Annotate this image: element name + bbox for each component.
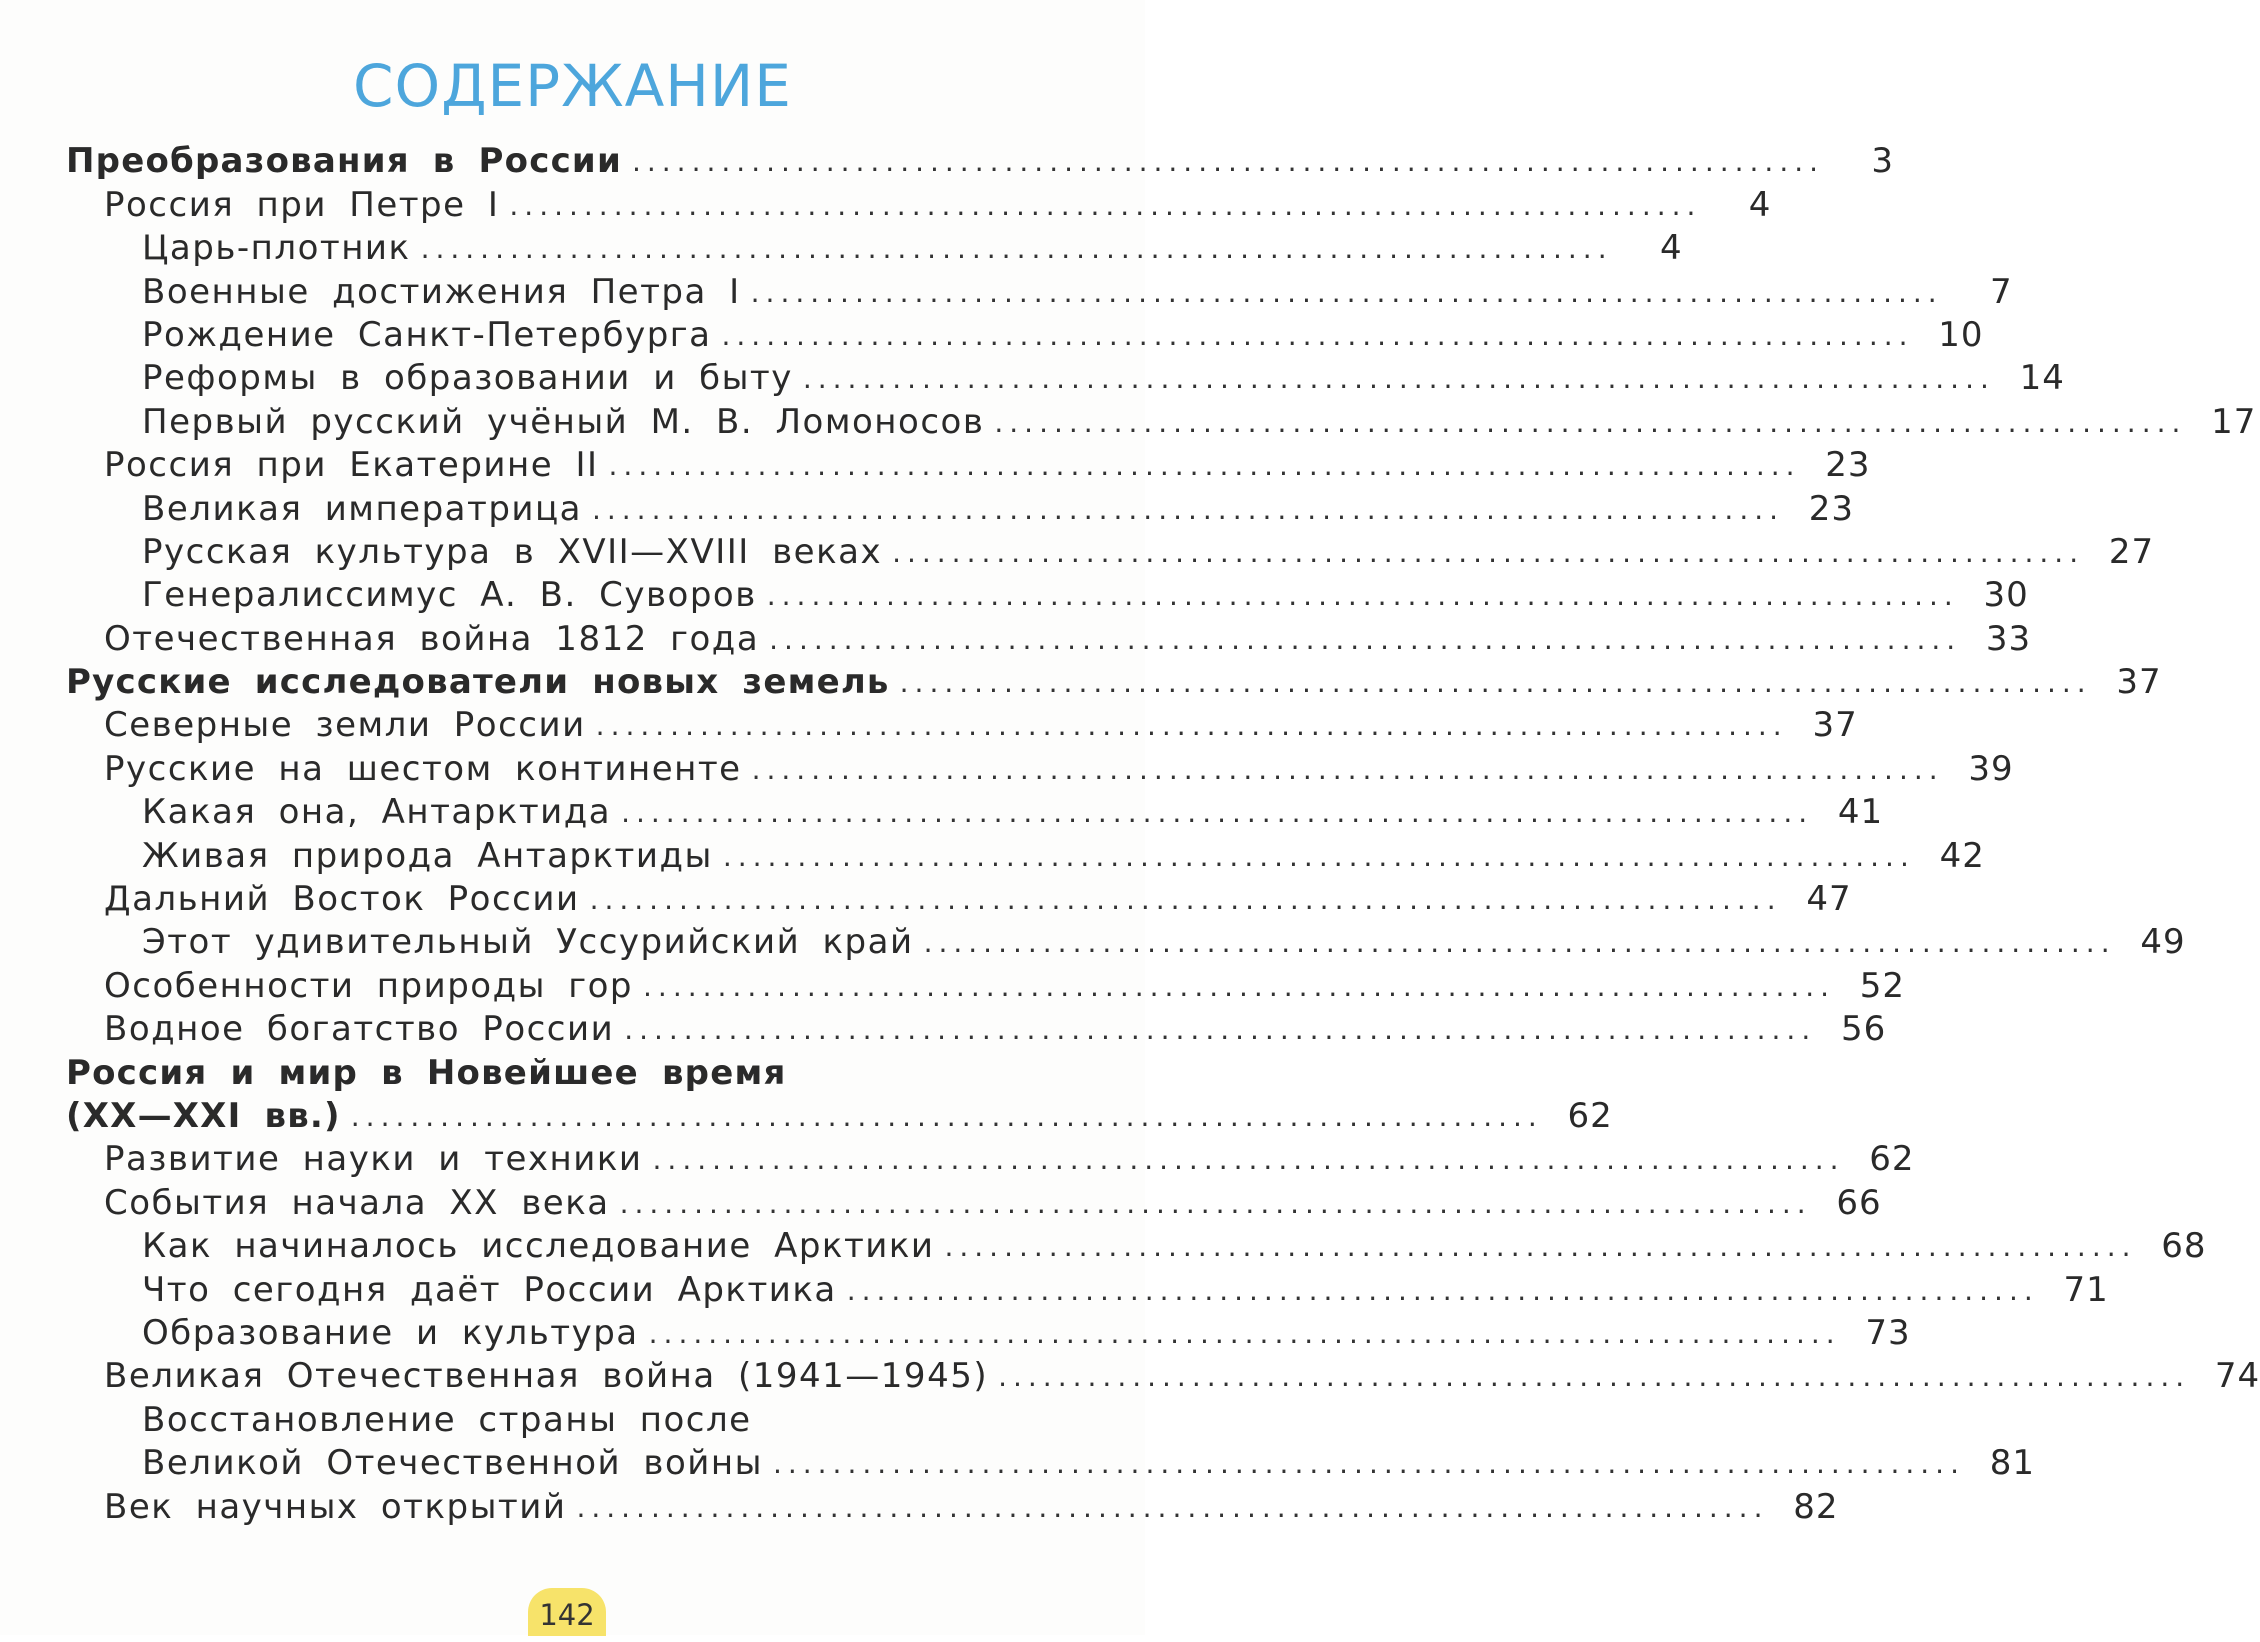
page-number-badge: 142	[528, 1588, 606, 1636]
toc-entry	[66, 747, 2014, 790]
toc-entry-title: Развитие науки и техники	[104, 1139, 643, 1180]
dot-leader: ................................................................................	[576, 1490, 1769, 1524]
toc-entry	[66, 1312, 1911, 1355]
toc-entry-title: Россия при Екатерине II	[104, 445, 599, 486]
toc-entry	[66, 270, 2013, 313]
dot-leader: ................................................................................	[994, 405, 2187, 439]
toc-entry-title: Северные земли России	[104, 705, 586, 746]
toc-entry	[66, 617, 2032, 660]
toc-entry	[66, 140, 1895, 183]
dot-leader: ................................................................................	[591, 492, 1785, 526]
toc-entry	[66, 964, 1906, 1007]
toc-entry-title: Первый русский учёный М. В. Ломоносов	[142, 401, 985, 442]
toc-entry-title: Военные достижения Петра I	[142, 271, 741, 312]
toc-entry-page: 66	[1836, 1182, 1882, 1223]
toc-entry-title: (XX—XXI вв.)	[66, 1095, 341, 1136]
toc-entry	[66, 1398, 1126, 1441]
toc-entry	[66, 357, 2065, 400]
toc-entry	[66, 487, 1855, 530]
toc-entry-title: Восстановление страны после	[142, 1399, 752, 1440]
toc-entry-title: Русские исследователи новых земель	[66, 662, 890, 703]
toc-entry-page: 52	[1859, 965, 1906, 1006]
toc-entry	[66, 227, 1683, 270]
dot-leader: ................................................................................	[892, 535, 2085, 569]
toc-entry-page: 49	[2140, 922, 2186, 963]
toc-entry-title: Как начиналось исследование Арктики	[142, 1226, 935, 1267]
dot-leader: ................................................................................	[721, 318, 1914, 352]
toc-entry	[66, 1051, 1126, 1094]
dot-leader: ................................................................................	[802, 362, 1995, 396]
toc-entry-page: 37	[1812, 705, 1858, 746]
dot-leader: ................................................................................	[652, 1143, 1845, 1177]
toc-entry	[66, 1485, 1839, 1528]
dot-leader: ................................................................................	[509, 188, 1702, 222]
toc-entry-page: 14	[2019, 358, 2065, 399]
toc-entry-title: Этот удивительный Уссурийский край	[142, 922, 914, 963]
toc-entry-page: 7	[1990, 271, 2013, 312]
dot-leader: ................................................................................	[998, 1360, 2191, 1394]
dot-leader: ................................................................................	[769, 622, 1962, 656]
toc-entry-title: Великая Отечественная война (1941—1945)	[104, 1356, 989, 1397]
toc-entry-page: 81	[1989, 1443, 2035, 1484]
toc-entry-page: 41	[1837, 792, 1884, 833]
toc-entry	[66, 1008, 1887, 1051]
toc-entry-title: События начала XX века	[104, 1182, 610, 1223]
toc-entry-title: Дальний Восток России	[104, 879, 580, 920]
dot-leader: ................................................................................	[631, 145, 1825, 179]
toc-entry	[66, 1095, 1613, 1138]
toc-entry	[66, 1355, 2260, 1398]
toc-entry-page: 4	[1659, 228, 1683, 269]
toc-entry	[66, 574, 2029, 617]
toc-entry-title: Образование и культура	[142, 1312, 639, 1353]
toc-entry-title: Рождение Санкт-Петербурга	[142, 314, 712, 355]
toc-entry-page: 4	[1748, 184, 1772, 225]
toc-entry-title: Что сегодня даёт России Арктика	[142, 1269, 837, 1310]
toc-entry	[66, 704, 1858, 747]
toc-entry-page: 37	[2116, 662, 2162, 703]
toc-entry-title: Царь-плотник	[142, 228, 411, 269]
toc-entry-page: 74	[2214, 1356, 2260, 1397]
dot-leader: ................................................................................	[648, 1316, 1841, 1350]
toc-entry-page: 56	[1840, 1009, 1887, 1050]
toc-entry	[66, 444, 1871, 487]
dot-leader: ................................................................................	[899, 666, 2092, 700]
toc-entry-title: Великой Отечественной войны	[142, 1443, 763, 1484]
page-title: СОДЕРЖАНИЕ	[353, 52, 792, 120]
toc-entry-page: 62	[1567, 1095, 1613, 1136]
toc-entry	[66, 400, 2257, 443]
toc-entry-page: 17	[2211, 401, 2257, 442]
toc-entry-title: Преобразования в России	[66, 141, 622, 182]
toc-entry	[66, 1181, 1882, 1224]
toc-entry-page: 33	[1985, 618, 2032, 659]
toc-entry-title: Россия при Петре I	[104, 184, 500, 225]
toc-entry	[66, 661, 2162, 704]
dot-leader: ................................................................................	[923, 926, 2116, 960]
toc-entry-title: Живая природа Антарктиды	[142, 835, 713, 876]
toc-entry	[66, 1225, 2207, 1268]
toc-entry	[66, 531, 2155, 574]
toc-entry	[66, 183, 1772, 226]
toc-entry-page: 82	[1793, 1486, 1839, 1527]
toc-entry-page: 39	[1968, 748, 2014, 789]
dot-leader: ................................................................................	[619, 1186, 1812, 1220]
toc-entry	[66, 314, 1984, 357]
toc-entry-page: 42	[1939, 835, 1985, 876]
toc-entry-page: 27	[2108, 531, 2155, 572]
toc-entry	[66, 1442, 2035, 1485]
dot-leader: ................................................................................	[589, 883, 1782, 917]
toc-entry-title: Водное богатство России	[104, 1009, 615, 1050]
toc-entry-title: Век научных открытий	[104, 1486, 567, 1527]
dot-leader: ................................................................................	[766, 579, 1959, 613]
dot-leader: ................................................................................	[621, 796, 1814, 830]
toc-entry-title: Русская культура в XVII—XVIII веках	[142, 531, 883, 572]
dot-leader: ................................................................................	[722, 839, 1915, 873]
toc-entry	[66, 878, 1852, 921]
toc-entry-title: Какая она, Антарктида	[142, 792, 612, 833]
dot-leader: ................................................................................	[595, 709, 1788, 743]
toc-entry-title: Русские на шестом континенте	[104, 748, 742, 789]
dot-leader: ................................................................................	[944, 1230, 2137, 1264]
toc-entry-page: 23	[1825, 445, 1871, 486]
dot-leader: ................................................................................	[624, 1013, 1817, 1047]
toc-entry-title: Особенности природы гор	[104, 965, 634, 1006]
table-of-contents	[66, 140, 2260, 1529]
dot-leader: ................................................................................	[772, 1447, 1965, 1481]
toc-entry	[66, 1268, 2109, 1311]
toc-entry	[66, 791, 1884, 834]
dot-leader: ................................................................................	[751, 752, 1944, 786]
toc-entry	[66, 1138, 1915, 1181]
toc-entry-page: 10	[1938, 314, 1984, 355]
toc-entry-title: Реформы в образовании и быту	[142, 358, 793, 399]
dot-leader: ................................................................................	[420, 232, 1613, 266]
toc-entry	[66, 834, 1985, 877]
dot-leader: ................................................................................	[608, 449, 1801, 483]
toc-entry-page: 47	[1806, 879, 1852, 920]
dot-leader: ................................................................................	[750, 275, 1943, 309]
toc-entry-title: Великая императрица	[142, 488, 582, 529]
dot-leader: ................................................................................	[846, 1273, 2039, 1307]
toc-entry	[66, 921, 2186, 964]
dot-leader: ................................................................................	[643, 969, 1836, 1003]
toc-entry-page: 62	[1869, 1139, 1915, 1180]
toc-entry-page: 71	[2063, 1269, 2109, 1310]
toc-entry-page: 3	[1871, 141, 1895, 182]
dot-leader: ................................................................................	[350, 1099, 1543, 1133]
toc-entry-page: 23	[1808, 488, 1855, 529]
toc-entry-title: Генералиссимус А. В. Суворов	[142, 575, 757, 616]
toc-entry-title: Россия и мир в Новейшее время	[66, 1052, 787, 1093]
toc-entry-page: 30	[1983, 575, 2029, 616]
toc-entry-title: Отечественная война 1812 года	[104, 618, 760, 659]
toc-entry-page: 68	[2161, 1226, 2207, 1267]
toc-entry-page: 73	[1865, 1312, 1911, 1353]
